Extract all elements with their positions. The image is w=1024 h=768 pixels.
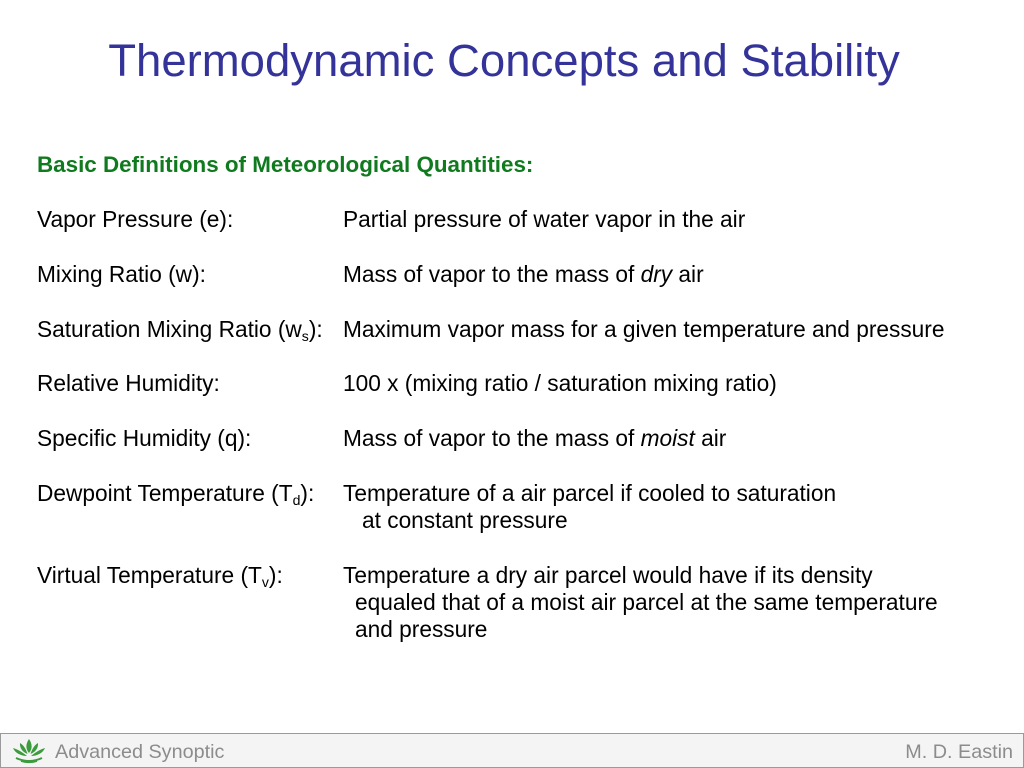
definition-line-continued: equaled that of a moist air parcel at the same temperature <box>355 589 938 615</box>
term-label: Vapor Pressure (e): <box>37 206 234 232</box>
definition-text-end: air <box>672 261 704 287</box>
green-lotus-logo-icon <box>12 738 46 764</box>
term-mixing-ratio <box>37 261 206 288</box>
definition-line: Temperature of a air parcel if cooled to saturation <box>343 480 837 506</box>
slide-footer <box>0 733 1024 768</box>
footer-course-name: Advanced Synoptic <box>55 741 225 763</box>
definition-virtual-temperature <box>343 562 938 643</box>
term-dewpoint-temperature <box>37 480 314 507</box>
definition-mixing-ratio <box>343 261 704 288</box>
term-label-end: ): <box>268 562 283 588</box>
definition-saturation-mixing-ratio <box>343 316 944 343</box>
definition-line: 100 x (mixing ratio / saturation mixing ratio) <box>343 370 777 396</box>
term-subscript: s <box>301 328 309 345</box>
term-virtual-temperature <box>37 562 283 589</box>
term-label: Saturation Mixing Ratio (w <box>37 316 302 342</box>
term-label: Mixing Ratio (w): <box>37 261 206 287</box>
definition-dewpoint-temperature <box>343 480 836 534</box>
slide-title: Thermodynamic Concepts and Stability <box>108 35 900 86</box>
definition-relative-humidity <box>343 370 777 397</box>
term-subscript: d <box>292 492 301 509</box>
term-label: Virtual Temperature (T <box>37 562 262 588</box>
term-saturation-mixing-ratio <box>37 316 323 343</box>
term-label-end: ): <box>308 316 323 342</box>
term-vapor-pressure <box>37 206 233 233</box>
term-label: Relative Humidity: <box>37 370 220 396</box>
definition-line: Temperature a dry air parcel would have if its density <box>343 562 873 588</box>
term-label: Dewpoint Temperature (T <box>37 480 293 506</box>
definition-text: Mass of vapor to the mass of <box>343 261 641 287</box>
footer-author: M. D. Eastin <box>905 741 1013 763</box>
term-label-end: ): <box>300 480 315 506</box>
section-heading: Basic Definitions of Meteorological Quantities: <box>37 152 534 177</box>
definition-line-continued: at constant pressure <box>362 507 568 533</box>
definition-emphasis: moist <box>640 425 695 451</box>
definition-line-continued: and pressure <box>355 616 488 642</box>
definition-line <box>343 425 726 452</box>
definition-text: Mass of vapor to the mass of <box>343 425 641 451</box>
definition-line <box>343 261 704 288</box>
definition-line: Partial pressure of water vapor in the air <box>343 206 746 232</box>
term-subscript: v <box>261 574 269 591</box>
definition-specific-humidity <box>343 425 726 452</box>
term-relative-humidity <box>37 370 220 397</box>
definition-emphasis: dry <box>640 261 673 287</box>
definition-vapor-pressure <box>343 206 745 233</box>
term-label: Specific Humidity (q): <box>37 425 252 451</box>
term-specific-humidity <box>37 425 251 452</box>
definition-text-end: air <box>694 425 727 451</box>
definition-line: Maximum vapor mass for a given temperature and pressure <box>343 316 945 342</box>
